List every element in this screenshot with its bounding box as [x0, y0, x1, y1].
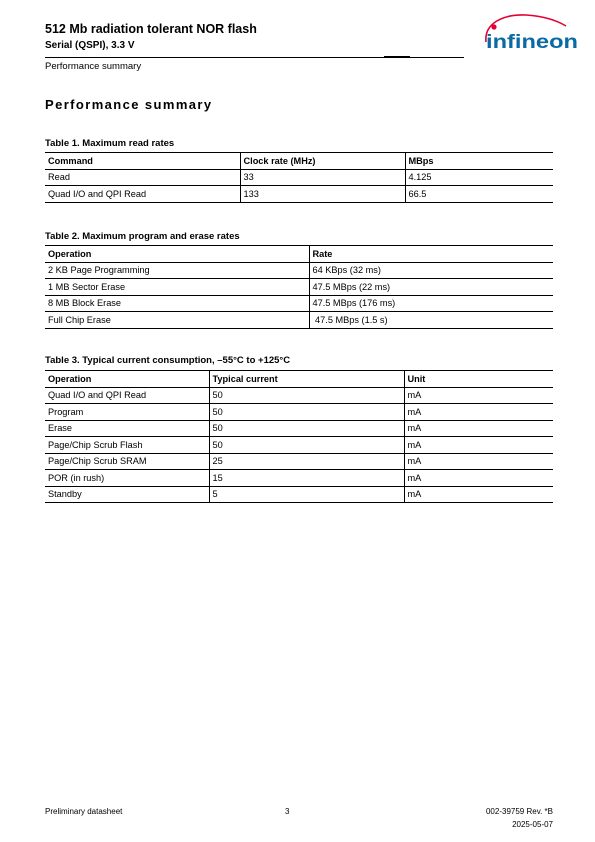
table-cell: POR (in rush) — [45, 470, 209, 487]
table-row — [45, 186, 553, 203]
table-cell: mA — [404, 404, 553, 421]
table-cell: 50 — [209, 437, 404, 454]
table-header-row — [45, 371, 553, 388]
footer-doc-type: Preliminary datasheet — [45, 807, 123, 816]
column-header: Operation — [45, 371, 209, 388]
header-subtitle: Serial (QSPI), 3.3 V — [45, 40, 135, 51]
column-header: Rate — [309, 246, 553, 263]
table-cell: 66.5 — [405, 186, 553, 203]
table-cell: 47.5 MBps (1.5 s) — [309, 312, 553, 329]
table-cell: mA — [404, 387, 553, 404]
table-cell: 47.5 MBps (176 ms) — [309, 295, 553, 312]
table-cell: Page/Chip Scrub SRAM — [45, 453, 209, 470]
table-row — [45, 387, 553, 404]
table-row — [45, 169, 553, 186]
footer-date: 2025-05-07 — [512, 820, 553, 829]
table-row — [45, 295, 553, 312]
current-consumption-table — [45, 370, 553, 503]
column-header: Operation — [45, 246, 309, 263]
table-cell: mA — [404, 470, 553, 487]
table-cell: mA — [404, 437, 553, 454]
table-cell: mA — [404, 486, 553, 503]
table-row — [45, 312, 553, 329]
table-row — [45, 262, 553, 279]
table-header-row — [45, 246, 553, 263]
table-cell: Erase — [45, 420, 209, 437]
header-rule — [45, 57, 464, 58]
table-row — [45, 486, 553, 503]
table-cell: 5 — [209, 486, 404, 503]
header-title: 512 Mb radiation tolerant NOR flash — [45, 22, 257, 36]
table-row — [45, 470, 553, 487]
table-cell: 1 MB Sector Erase — [45, 279, 309, 296]
table-row — [45, 279, 553, 296]
table-cell: mA — [404, 420, 553, 437]
table-row — [45, 437, 553, 454]
header-rule-accent — [384, 56, 410, 57]
program-erase-table — [45, 245, 553, 329]
footer-page-number: 3 — [285, 807, 290, 816]
table-cell: Program — [45, 404, 209, 421]
table-cell: Standby — [45, 486, 209, 503]
section-heading: Performance summary — [45, 97, 213, 112]
table-cell: 33 — [240, 169, 405, 186]
column-header: Unit — [404, 371, 553, 388]
table-cell: 2 KB Page Programming — [45, 262, 309, 279]
table-row — [45, 453, 553, 470]
table-cell: Full Chip Erase — [45, 312, 309, 329]
table2-caption: Table 2. Maximum program and erase rates — [45, 231, 240, 242]
column-header: MBps — [405, 153, 553, 170]
table-cell: 8 MB Block Erase — [45, 295, 309, 312]
table-row — [45, 420, 553, 437]
table-cell: Quad I/O and QPI Read — [45, 387, 209, 404]
table-cell: 133 — [240, 186, 405, 203]
header-section-label: Performance summary — [45, 61, 142, 72]
column-header: Command — [45, 153, 240, 170]
table-cell: 47.5 MBps (22 ms) — [309, 279, 553, 296]
table-cell: 50 — [209, 420, 404, 437]
table-cell: 25 — [209, 453, 404, 470]
footer-doc-number: 002-39759 Rev. *B — [485, 807, 553, 816]
table1-caption: Table 1. Maximum read rates — [45, 138, 175, 149]
infineon-logo — [480, 12, 580, 56]
table-cell: 4.125 — [405, 169, 553, 186]
table-cell: 50 — [209, 404, 404, 421]
logo-text: infineon — [486, 32, 578, 53]
table-cell: 50 — [209, 387, 404, 404]
column-header: Clock rate (MHz) — [240, 153, 405, 170]
table-cell: 15 — [209, 470, 404, 487]
read-rates-table — [45, 152, 553, 203]
table-row — [45, 404, 553, 421]
table3-caption: Table 3. Typical current consumption, –55°C to +125°C — [45, 355, 291, 366]
logo-dot — [491, 24, 496, 29]
table-cell: 64 KBps (32 ms) — [309, 262, 553, 279]
column-header: Typical current — [209, 371, 404, 388]
table-header-row — [45, 153, 553, 170]
table-cell: Read — [45, 169, 240, 186]
table-cell: Page/Chip Scrub Flash — [45, 437, 209, 454]
table-cell: Quad I/O and QPI Read — [45, 186, 240, 203]
table-cell: mA — [404, 453, 553, 470]
